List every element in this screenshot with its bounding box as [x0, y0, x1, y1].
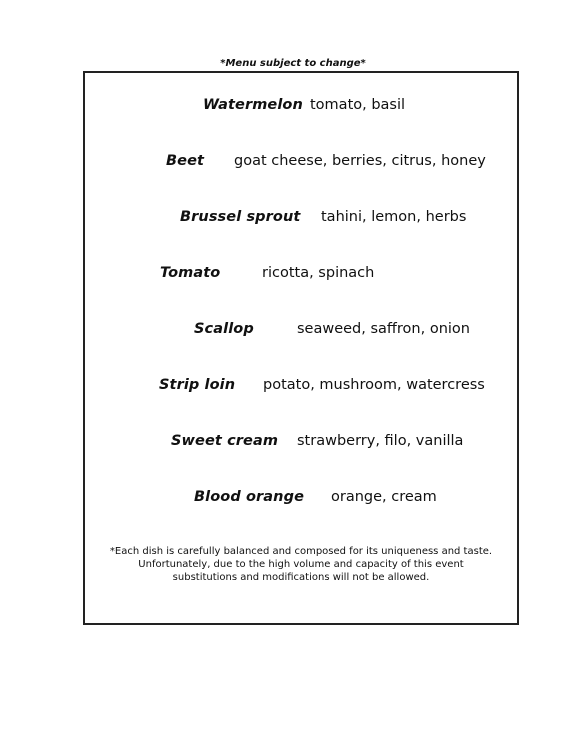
dish-components: tahini, lemon, herbs: [321, 209, 467, 225]
disclaimer-line: *Each dish is carefully balanced and composed for its uniqueness and taste.: [109, 546, 493, 557]
dish-name: Scallop: [194, 321, 254, 337]
dish-components: seaweed, saffron, onion: [297, 321, 470, 337]
dish-components: orange, cream: [331, 489, 437, 505]
dish-name: Sweet cream: [171, 433, 279, 449]
disclaimer-line: substitutions and modifications will not be allowed.: [172, 572, 430, 583]
dish-name: Tomato: [160, 265, 221, 281]
dish-name: Strip loin: [159, 377, 236, 393]
disclaimer-line: Unfortunately, due to the high volume and capacity of this event: [138, 559, 464, 570]
dish-components: ricotta, spinach: [262, 265, 375, 281]
menu-frame: [83, 71, 519, 625]
menu-notice: *Menu subject to change*: [220, 58, 366, 69]
dish-name: Blood orange: [194, 489, 305, 505]
menu-disclaimer: [85, 545, 517, 584]
dish-name: Beet: [166, 153, 205, 169]
dish-components: strawberry, filo, vanilla: [297, 433, 464, 449]
dish-components: tomato, basil: [310, 97, 406, 113]
dish-components: potato, mushroom, watercress: [263, 377, 485, 393]
dish-name: Watermelon: [203, 97, 303, 113]
dish-name: Brussel sprout: [180, 209, 301, 225]
dish-components: goat cheese, berries, citrus, honey: [234, 153, 486, 169]
